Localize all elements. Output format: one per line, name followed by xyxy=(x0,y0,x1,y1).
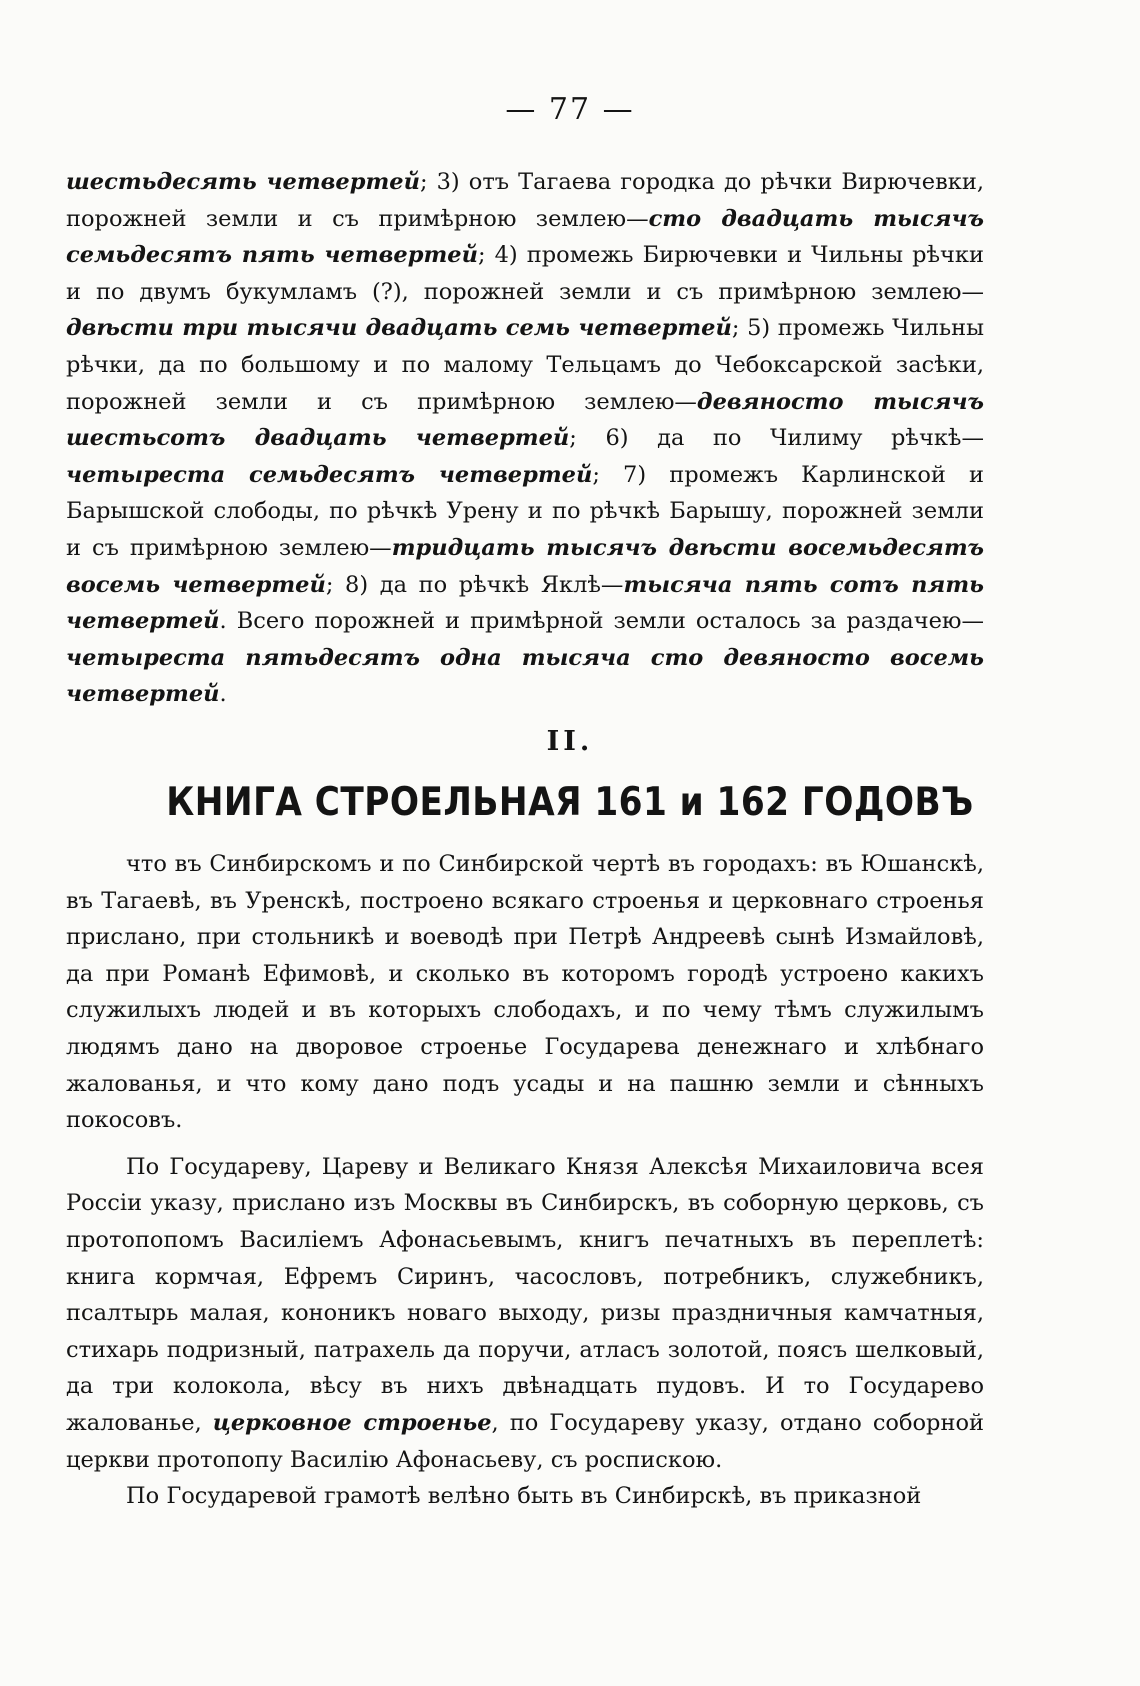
section-body xyxy=(66,846,984,1515)
italic-phrase: четыреста семьдесятъ четвертей xyxy=(66,461,593,488)
italic-phrase: девяносто тысячъ шестьсотъ двадцать четвертей xyxy=(66,388,984,452)
section-number: II. xyxy=(546,726,594,757)
plain-text: ; 6) да по Чилиму рѣчкѣ— xyxy=(569,425,984,452)
body-paragraph-last: По Государевой грамотѣ велѣно быть въ Синбирскѣ, въ приказной xyxy=(126,1483,922,1510)
plain-text: . xyxy=(219,681,227,708)
italic-phrase: тысяча пять сотъ пять четвертей xyxy=(66,571,984,635)
plain-text: ; 3) отъ Тагаева городка до рѣчки Вирючевки, порожней земли и съ примѣрною землею— xyxy=(66,169,984,232)
continuation-text xyxy=(66,164,984,713)
plain-text: ; 5) промежь Чильны рѣчки, да по большому и по малому Тельцамъ до Чебоксарской засѣки, порожней земли и съ примѣрною землею— xyxy=(66,315,984,415)
italic-phrase: церковное строенье xyxy=(212,1409,492,1436)
page-number: — 77 — xyxy=(505,92,635,127)
plain-text: ; 4) промежь Бирючевки и Чильны рѣчки и по двумъ букумламъ (?), порожней земли и съ примѣрною землею— xyxy=(66,242,984,305)
plain-text: , по Государеву указу, отдано соборной церкви протопопу Василію Афонасьеву, съ роспискою. xyxy=(66,1409,984,1473)
italic-phrase: четыреста пятьдесятъ одна тысяча сто девяносто восемь четвертей xyxy=(66,644,984,708)
italic-phrase: сто двадцать тысячъ семьдесятъ пять четвертей xyxy=(66,205,984,269)
body-paragraph xyxy=(66,1149,984,1478)
italic-phrase: шестьдесять четвертей xyxy=(66,169,420,195)
plain-text: . Всего порожней и примѣрной земли осталось за раздачею— xyxy=(219,608,984,635)
plain-text: ; 7) промежъ Карлинской и Барышской слободы, по рѣчкѣ Урену и по рѣчкѣ Барышу, порожней земли и съ примѣрною землею— xyxy=(66,461,984,561)
continuation-paragraph xyxy=(66,164,984,713)
italic-phrase: двѣсти три тысячи двадцать семь четвертей xyxy=(66,315,732,342)
section-subtitle: что въ Синбирскомъ и по Синбирской чертѣ въ городахъ: въ Юшанскѣ, въ Тагаевѣ, въ Уренскѣ, построено всякаго строенья и церковнаго строенья прислано, при стольникѣ и воеводѣ при Петрѣ Андреевѣ сынѣ Измайловѣ, да при Романѣ Ефимовѣ, и сколько въ которомъ городѣ устроено какихъ служилыхъ людей и въ которыхъ слободахъ, и по чему тѣмъ служилымъ людямъ дано на дворовое строенье Государева денежнаго и хлѣбнаго жалованья, и что кому дано подъ усады и на пашню земли и сѣнныхъ покосовъ. xyxy=(66,851,984,1134)
plain-text: ; 8) да по рѣчкѣ Яклѣ— xyxy=(325,571,624,598)
plain-text: По Государеву, Цареву и Великаго Князя Алексѣя Михаиловича всея Россіи указу, прислано изъ Москвы въ Синбирскъ, въ соборную церковь, съ протопопомъ Василіемъ Афонасьевымъ, книгъ печатныхъ въ переплетѣ: книга кормчая, Ефремъ Сиринъ, часословъ, потребникъ, служебникъ, псалтырь малая, кононикъ новаго выходу, ризы праздничныя камчатныя, стихарь подризный, патрахель да поручи, атласъ золотой, поясъ шелковый, да три колокола, вѣсу въ нихъ двѣнадцать пудовъ. И то Государево жалованье, xyxy=(66,1153,984,1436)
italic-phrase: тридцать тысячъ двѣсти восемьдесятъ восемь четвертей xyxy=(66,534,984,598)
section-title: КНИГА СТРОЕЛЬНАЯ 161 и 162 ГОДОВЪ xyxy=(166,780,974,825)
